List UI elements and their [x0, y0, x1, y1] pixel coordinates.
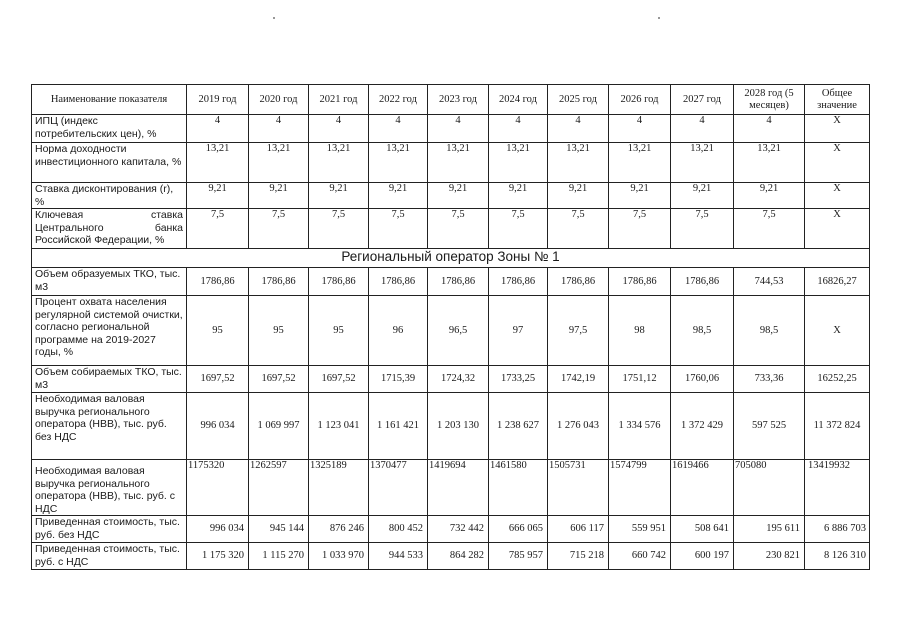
- cell-value: 7,5: [548, 209, 609, 249]
- cell-value: 1 238 627: [489, 393, 548, 460]
- cell-value: 1 203 130: [428, 393, 489, 460]
- cell-value: 97: [489, 296, 548, 366]
- cell-value: 1619466: [671, 460, 734, 516]
- table-row-waste-collected: [32, 366, 870, 393]
- cell-total: Х: [805, 296, 870, 366]
- cell-total: Х: [805, 209, 870, 249]
- cell-value: 7,5: [249, 209, 309, 249]
- cell-value: 9,21: [609, 183, 671, 209]
- cell-value: 4: [609, 115, 671, 143]
- cell-value: 230 821: [734, 543, 805, 570]
- row-label: Необходимая валовая выручка регионального оператора (НВВ), тыс. руб. без НДС: [32, 393, 187, 460]
- row-label: Норма доходности инвестиционного капитала, %: [32, 143, 187, 183]
- cell-value: 1262597: [249, 460, 309, 516]
- cell-value: 4: [187, 115, 249, 143]
- cell-total: 13419932: [805, 460, 870, 516]
- cell-value: 9,21: [489, 183, 548, 209]
- cell-value: 4: [249, 115, 309, 143]
- cell-total: 8 126 310: [805, 543, 870, 570]
- cell-value: 1786,86: [369, 268, 428, 296]
- cell-value: 1786,86: [489, 268, 548, 296]
- header-2019: 2019 год: [187, 85, 249, 115]
- table-row-coverage: [32, 296, 870, 366]
- header-2027: 2027 год: [671, 85, 734, 115]
- cell-value: 1760,06: [671, 366, 734, 393]
- cell-value: 96: [369, 296, 428, 366]
- row-label: Приведенная стоимость, тыс. руб. с НДС: [32, 543, 187, 570]
- section-title: Региональный оператор Зоны № 1: [32, 249, 870, 268]
- row-label: Необходимая валовая выручка регионального оператора (НВВ), тыс. руб. с НДС: [32, 460, 187, 516]
- header-2023: 2023 год: [428, 85, 489, 115]
- cell-value: 733,36: [734, 366, 805, 393]
- cell-value: 1461580: [489, 460, 548, 516]
- cell-value: 1786,86: [548, 268, 609, 296]
- cell-value: 9,21: [428, 183, 489, 209]
- cell-value: 7,5: [671, 209, 734, 249]
- table-row-revenue-without-vat: [32, 393, 870, 460]
- cell-value: 1 276 043: [548, 393, 609, 460]
- cell-value: 1175320: [187, 460, 249, 516]
- cell-value: 1 161 421: [369, 393, 428, 460]
- cell-value: 1786,86: [428, 268, 489, 296]
- cell-total: Х: [805, 115, 870, 143]
- cell-value: 9,21: [671, 183, 734, 209]
- cell-value: 4: [489, 115, 548, 143]
- cell-value: 13,21: [548, 143, 609, 183]
- cell-value: 98: [609, 296, 671, 366]
- cell-value: 1715,39: [369, 366, 428, 393]
- header-2024: 2024 год: [489, 85, 548, 115]
- cell-value: 1697,52: [187, 366, 249, 393]
- header-2028: 2028 год (5 месяцев): [734, 85, 805, 115]
- cell-value: 13,21: [734, 143, 805, 183]
- cell-value: 9,21: [249, 183, 309, 209]
- cell-value: 95: [187, 296, 249, 366]
- header-2020: 2020 год: [249, 85, 309, 115]
- cell-value: 13,21: [609, 143, 671, 183]
- cell-value: 1 175 320: [187, 543, 249, 570]
- section-row: [32, 249, 870, 268]
- header-2021: 2021 год: [309, 85, 369, 115]
- cell-value: 4: [671, 115, 734, 143]
- cell-value: 13,21: [187, 143, 249, 183]
- cell-value: 195 611: [734, 516, 805, 543]
- cell-total: 16252,25: [805, 366, 870, 393]
- table-row-cpi: [32, 115, 870, 143]
- cell-value: 1419694: [428, 460, 489, 516]
- cell-total: 16826,27: [805, 268, 870, 296]
- cell-value: 785 957: [489, 543, 548, 570]
- cell-value: 996 034: [187, 393, 249, 460]
- cell-value: 1697,52: [309, 366, 369, 393]
- table-row-present-value-with-vat: [32, 543, 870, 570]
- table-row-revenue-with-vat: [32, 460, 870, 516]
- cell-value: 732 442: [428, 516, 489, 543]
- cell-value: 1786,86: [609, 268, 671, 296]
- cell-total: 6 886 703: [805, 516, 870, 543]
- cell-value: 1 033 970: [309, 543, 369, 570]
- cell-value: 1786,86: [309, 268, 369, 296]
- cell-value: 715 218: [548, 543, 609, 570]
- cell-value: 98,5: [671, 296, 734, 366]
- table-row-waste-generated: [32, 268, 870, 296]
- cell-value: 559 951: [609, 516, 671, 543]
- row-label: ИПЦ (индекс потребительских цен), %: [32, 115, 187, 143]
- cell-value: 666 065: [489, 516, 548, 543]
- cell-value: 1 334 576: [609, 393, 671, 460]
- cell-value: 1370477: [369, 460, 428, 516]
- cell-value: 864 282: [428, 543, 489, 570]
- cell-value: 96,5: [428, 296, 489, 366]
- cell-total: 11 372 824: [805, 393, 870, 460]
- cell-value: 1 115 270: [249, 543, 309, 570]
- row-label: Объем собираемых ТКО, тыс. м3: [32, 366, 187, 393]
- cell-value: 7,5: [369, 209, 428, 249]
- row-label: Процент охвата населения регулярной системой очистки, согласно региональной программе на 2019-2027 годы, %: [32, 296, 187, 366]
- cell-value: 1 372 429: [671, 393, 734, 460]
- cell-value: 800 452: [369, 516, 428, 543]
- cell-value: 597 525: [734, 393, 805, 460]
- cell-value: 996 034: [187, 516, 249, 543]
- cell-value: 1697,52: [249, 366, 309, 393]
- header-2025: 2025 год: [548, 85, 609, 115]
- cell-value: 4: [309, 115, 369, 143]
- header-total: Общее значение: [805, 85, 870, 115]
- cell-value: 944 533: [369, 543, 428, 570]
- cell-value: 600 197: [671, 543, 734, 570]
- cell-value: 606 117: [548, 516, 609, 543]
- cell-value: 9,21: [734, 183, 805, 209]
- header-row: [32, 85, 870, 115]
- cell-value: 7,5: [187, 209, 249, 249]
- row-label: Ключевая ставка Центрального банка Российской Федерации, %: [32, 209, 187, 249]
- table-row-discount-rate: [32, 183, 870, 209]
- cell-value: 744,53: [734, 268, 805, 296]
- header-2026: 2026 год: [609, 85, 671, 115]
- cell-value: 7,5: [489, 209, 548, 249]
- cell-value: 1 123 041: [309, 393, 369, 460]
- row-label: Приведенная стоимость, тыс. руб. без НДС: [32, 516, 187, 543]
- cell-value: 1 069 997: [249, 393, 309, 460]
- cell-value: 98,5: [734, 296, 805, 366]
- row-label: Ставка дисконтирования (r), %: [32, 183, 187, 209]
- cell-value: 9,21: [309, 183, 369, 209]
- cell-value: 4: [369, 115, 428, 143]
- table-row-present-value-without-vat: [32, 516, 870, 543]
- cell-value: 95: [309, 296, 369, 366]
- cell-value: 13,21: [249, 143, 309, 183]
- cell-total: Х: [805, 183, 870, 209]
- cell-value: 945 144: [249, 516, 309, 543]
- cell-value: 508 641: [671, 516, 734, 543]
- table-row-return-rate: [32, 143, 870, 183]
- cell-value: 13,21: [309, 143, 369, 183]
- cell-value: 95: [249, 296, 309, 366]
- cell-value: 9,21: [548, 183, 609, 209]
- header-2022: 2022 год: [369, 85, 428, 115]
- cell-value: 705080: [734, 460, 805, 516]
- cell-value: 660 742: [609, 543, 671, 570]
- cell-value: 1733,25: [489, 366, 548, 393]
- cell-value: 7,5: [309, 209, 369, 249]
- cell-value: 13,21: [369, 143, 428, 183]
- indicators-table: [31, 84, 870, 570]
- cell-value: 1742,19: [548, 366, 609, 393]
- cell-value: 9,21: [187, 183, 249, 209]
- cell-value: 1786,86: [187, 268, 249, 296]
- scan-speck: [273, 17, 275, 19]
- cell-value: 1786,86: [249, 268, 309, 296]
- cell-value: 1751,12: [609, 366, 671, 393]
- cell-value: 1724,32: [428, 366, 489, 393]
- cell-value: 13,21: [671, 143, 734, 183]
- cell-value: 9,21: [369, 183, 428, 209]
- cell-value: 7,5: [734, 209, 805, 249]
- cell-value: 97,5: [548, 296, 609, 366]
- cell-value: 13,21: [428, 143, 489, 183]
- scan-speck: [658, 17, 660, 19]
- cell-value: 7,5: [609, 209, 671, 249]
- cell-value: 4: [548, 115, 609, 143]
- cell-value: 876 246: [309, 516, 369, 543]
- header-name: Наименование показателя: [32, 85, 187, 115]
- cell-value: 7,5: [428, 209, 489, 249]
- table-row-key-rate: [32, 209, 870, 249]
- cell-value: 4: [734, 115, 805, 143]
- cell-value: 1505731: [548, 460, 609, 516]
- row-label: Объем образуемых ТКО, тыс. м3: [32, 268, 187, 296]
- cell-value: 1574799: [609, 460, 671, 516]
- cell-value: 4: [428, 115, 489, 143]
- cell-value: 13,21: [489, 143, 548, 183]
- cell-total: Х: [805, 143, 870, 183]
- cell-value: 1325189: [309, 460, 369, 516]
- cell-value: 1786,86: [671, 268, 734, 296]
